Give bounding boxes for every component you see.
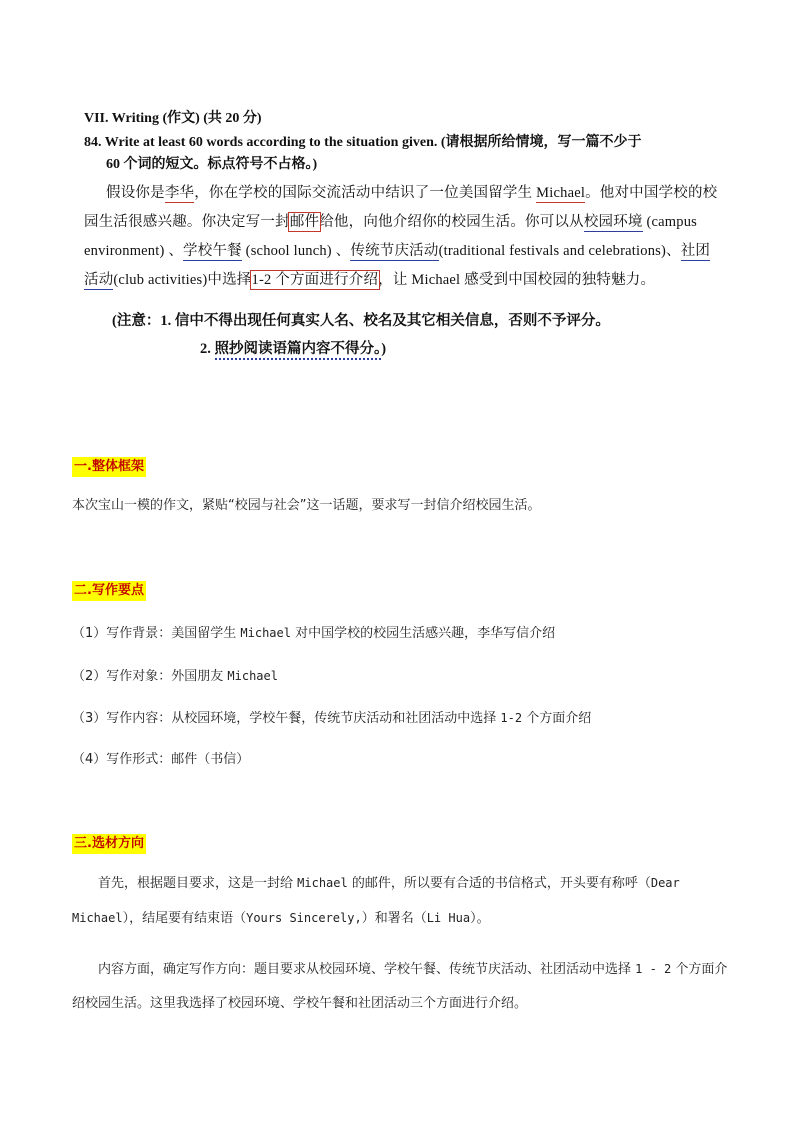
material-text: 首先，根据题目要求，这是一封给 <box>98 876 298 891</box>
underlined-option-3: 传统节庆活动 <box>350 243 439 259</box>
question-instruction: 84. Write at least 60 words according to the situation given. (请根据所给情境，写一篇不少于 <box>84 135 642 150</box>
situation-text: 。他对中国学校的校园生活很感兴趣。你决定写一封 <box>84 185 718 230</box>
key-point-text: 对中国学校的校园生活感兴趣，李华写信介绍 <box>290 626 556 641</box>
exam-question-scan <box>84 108 724 363</box>
material-text: 内容方面，确定写作方向：题目要求从校园环境、学校午餐、传统节庆活动、社团活动中选择 <box>98 962 636 977</box>
boxed-range: 1-2 个方面进行介绍 <box>251 272 379 288</box>
notes-block <box>112 307 724 363</box>
note-2-text: 照抄阅读语篇内容不得分。 <box>215 341 382 360</box>
boxed-email: 邮件 <box>289 214 320 230</box>
key-point-text: Michael <box>240 626 291 640</box>
material-paragraph-2 <box>72 952 728 1021</box>
key-point-item <box>72 709 728 728</box>
key-point-item <box>72 667 728 686</box>
key-point-text: （1）写作背景：美国留学生 <box>72 626 241 641</box>
material-text: Li Hua <box>426 911 471 925</box>
material-text: Michael <box>297 876 348 890</box>
key-point-text: （4）写作形式：邮件（书信） <box>72 752 250 767</box>
material-text: Yours Sincerely, <box>246 911 362 925</box>
material-text: 的邮件，所以要有合适的书信格式，开头要有称呼（ <box>347 876 651 891</box>
key-point-text: 1-2 <box>500 711 523 725</box>
material-text: ）和署名（ <box>361 911 427 926</box>
underlined-option-4: 社团活动 <box>84 243 711 288</box>
situation-paragraph <box>84 179 724 295</box>
section-title-key-points: 二.写作要点 <box>72 581 146 601</box>
note-2-end: ) <box>381 341 387 357</box>
key-point-item <box>72 751 728 769</box>
underlined-name: 李华 <box>164 185 195 201</box>
writing-section-title: VII. Writing (作文) (共 20 分) <box>84 111 262 126</box>
situation-text: (campus environment) 、 <box>84 214 697 259</box>
material-text: 1 - 2 <box>635 962 672 976</box>
section-title-material: 三.选材方向 <box>72 834 146 854</box>
key-point-text: （3）写作内容：从校园环境，学校午餐，传统节庆活动和社团活动中选择 <box>72 711 501 726</box>
note-1: (注意：1. 信中不得出现任何真实人名、校名及其它相关信息，否则不予评分。 <box>112 313 610 329</box>
framework-body: 本次宝山一模的作文，紧贴“校园与社会”这一话题，要求写一封信介绍校园生活。 <box>72 498 541 513</box>
situation-text: ，你在学校的国际交流活动中结识了一位美国留学生 <box>194 185 537 201</box>
note-2 <box>200 335 724 363</box>
key-point-item <box>72 624 728 643</box>
situation-text: 假设你是 <box>106 185 165 201</box>
situation-text: (school lunch) 、 <box>241 243 351 259</box>
situation-text: (club activities)中选择 <box>113 272 252 288</box>
section-title-framework: 一.整体框架 <box>72 457 146 477</box>
material-paragraph-1 <box>72 866 728 936</box>
note-2-number: 2. <box>200 341 215 357</box>
underlined-michael: Michael <box>536 185 586 201</box>
key-point-text: （2）写作对象：外国朋友 <box>72 669 228 684</box>
situation-text: (traditional festivals and celebrations)、 <box>438 243 681 259</box>
material-text: ），结尾要有结束语（ <box>122 911 247 926</box>
material-text: 个方面介绍校园生活。这里我选择了校园环境、学校午餐和社团活动三个方面进行介绍。 <box>72 962 728 1011</box>
material-text: Dear Michael <box>72 876 680 925</box>
underlined-option-2: 学校午餐 <box>183 243 242 259</box>
key-point-text: 个方面介绍 <box>522 711 592 726</box>
underlined-option-1: 校园环境 <box>583 214 643 230</box>
situation-text: ，让 Michael 感受到中国校园的独特魅力。 <box>378 272 656 288</box>
key-point-text: Michael <box>227 669 278 683</box>
situation-text: 给他，向他介绍你的校园生活。你可以从 <box>319 214 584 230</box>
material-text: ）。 <box>470 911 490 926</box>
question-instruction-cont: 60 个词的短文。标点符号不占格。) <box>106 157 318 172</box>
